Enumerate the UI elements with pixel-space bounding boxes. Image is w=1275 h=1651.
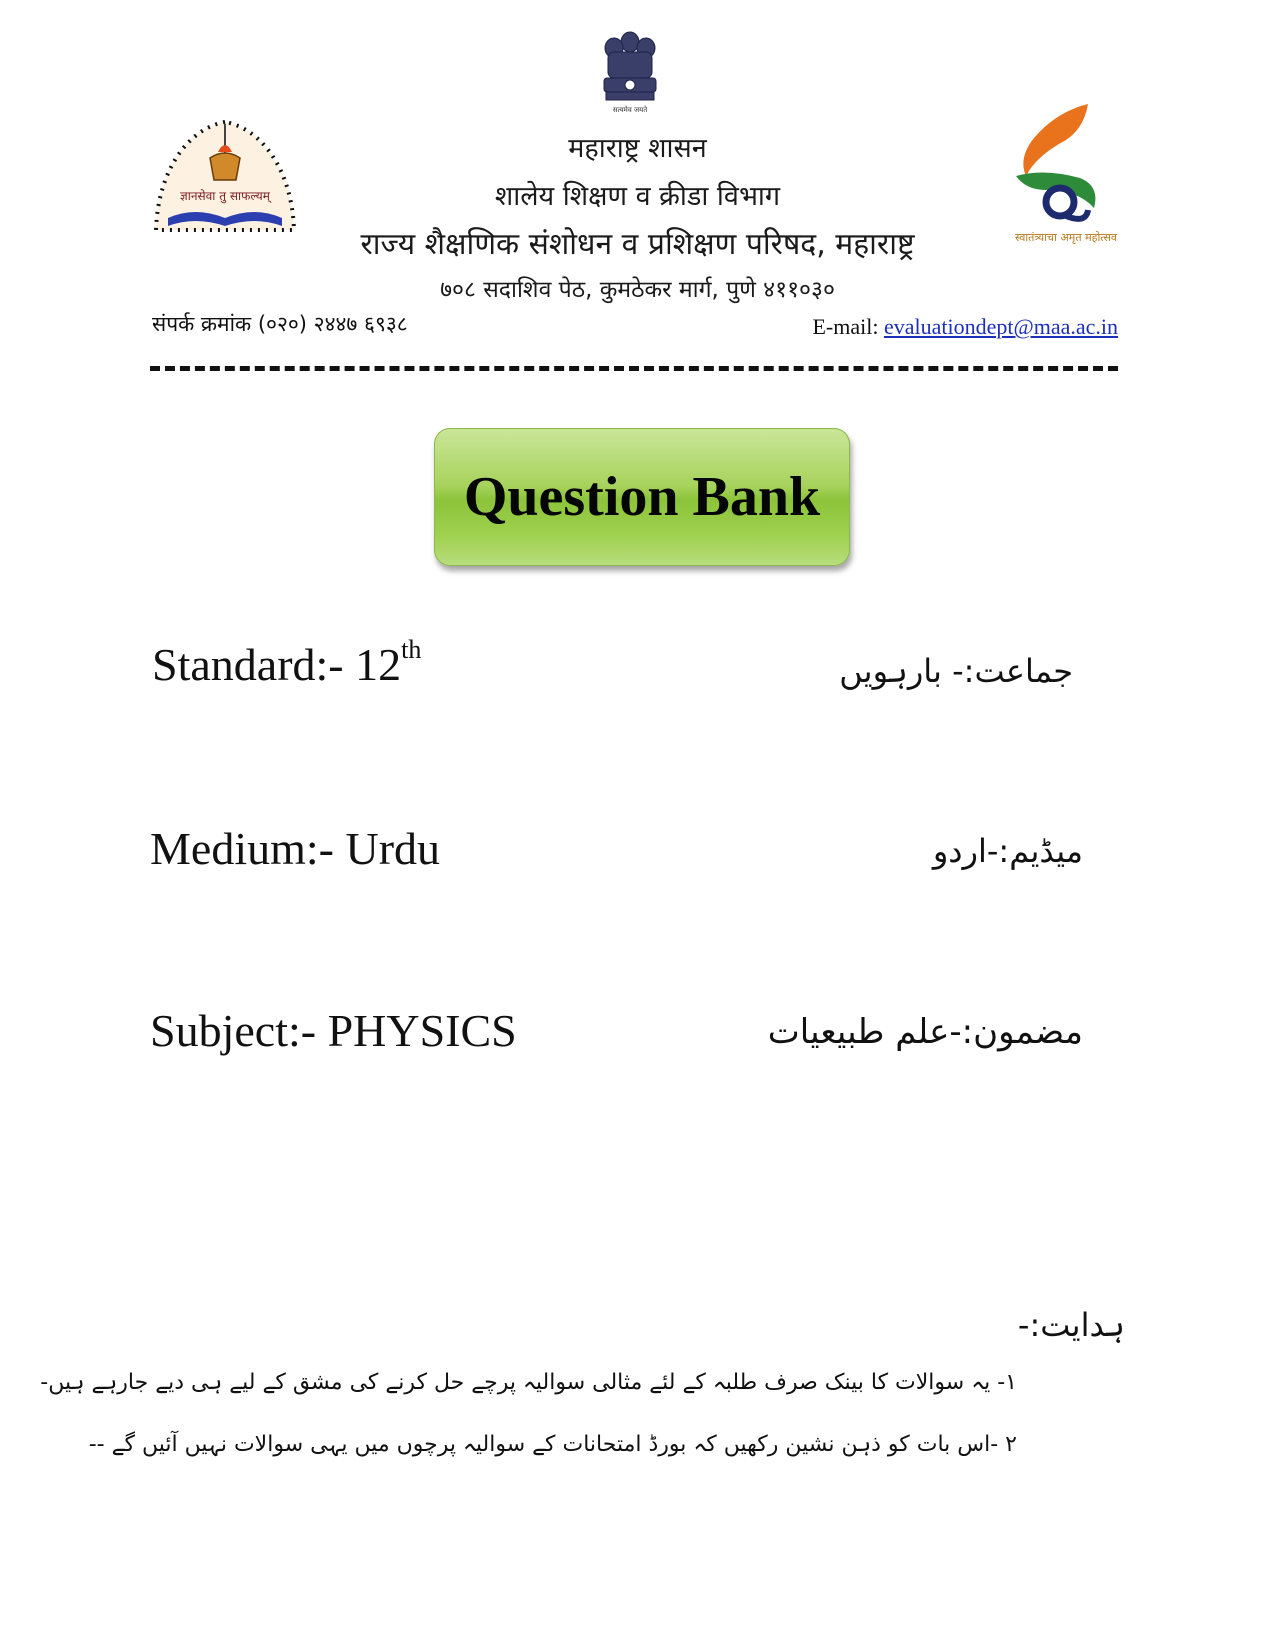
header-department: शालेय शिक्षण व क्रीडा विभाग [494, 181, 781, 212]
emblem-motto: सत्यमेव जयते [612, 106, 648, 114]
standard-label [152, 635, 422, 691]
email-link[interactable]: evaluationdept@maa.ac.in [883, 314, 1118, 339]
standard-text: Standard:- 12 [152, 639, 402, 690]
email-row [812, 314, 1118, 340]
left-logo-motto: ज्ञानसेवा तु साफल्यम् [180, 189, 270, 203]
instructions-title: ہدایت:- [1017, 1306, 1125, 1344]
email-label: E-mail: [812, 314, 884, 339]
question-bank-banner: Question Bank [434, 428, 850, 566]
instruction-item-2: ۲ -اس بات کو ذہن نشین رکھیں کہ بورڈ امتحانات کے سوالیہ پرچوں میں یہی سوالات نہیں آئیں گے -- [88, 1432, 1017, 1457]
subject-urdu: مضمون:-علم طبیعیات [767, 1012, 1083, 1052]
standard-suffix: th [401, 635, 422, 664]
medium-urdu: میڈیم:-اردو [932, 832, 1083, 870]
national-emblem-icon [596, 28, 664, 118]
header-government: महाराष्ट्र शासन [568, 133, 707, 164]
header-divider [150, 366, 1118, 371]
medium-label: Medium:- Urdu [150, 823, 441, 874]
right-logo-text: स्वातंत्र्याचा अमृत महोत्सव [1014, 231, 1118, 244]
instruction-item-1: ۱- یہ سوالات کا بینک صرف طلبہ کے لئے مثالی سوالیہ پرچے حل کرنے کی مشق کے لیے ہی دیے جارہے ہیں- [40, 1370, 1017, 1395]
header-address: ७०८ सदाशिव पेठ, कुमठेकर मार्ग, पुणे ४११०३० [440, 277, 835, 303]
standard-urdu: جماعت:- بارہویں [839, 652, 1073, 690]
subject-label: Subject:- PHYSICS [150, 1005, 517, 1056]
contact-number: संपर्क क्रमांक (०२०) २४४७ ६९३८ [152, 312, 408, 336]
header-council: राज्य शैक्षणिक संशोधन व प्रशिक्षण परिषद, महाराष्ट्र [360, 227, 915, 262]
